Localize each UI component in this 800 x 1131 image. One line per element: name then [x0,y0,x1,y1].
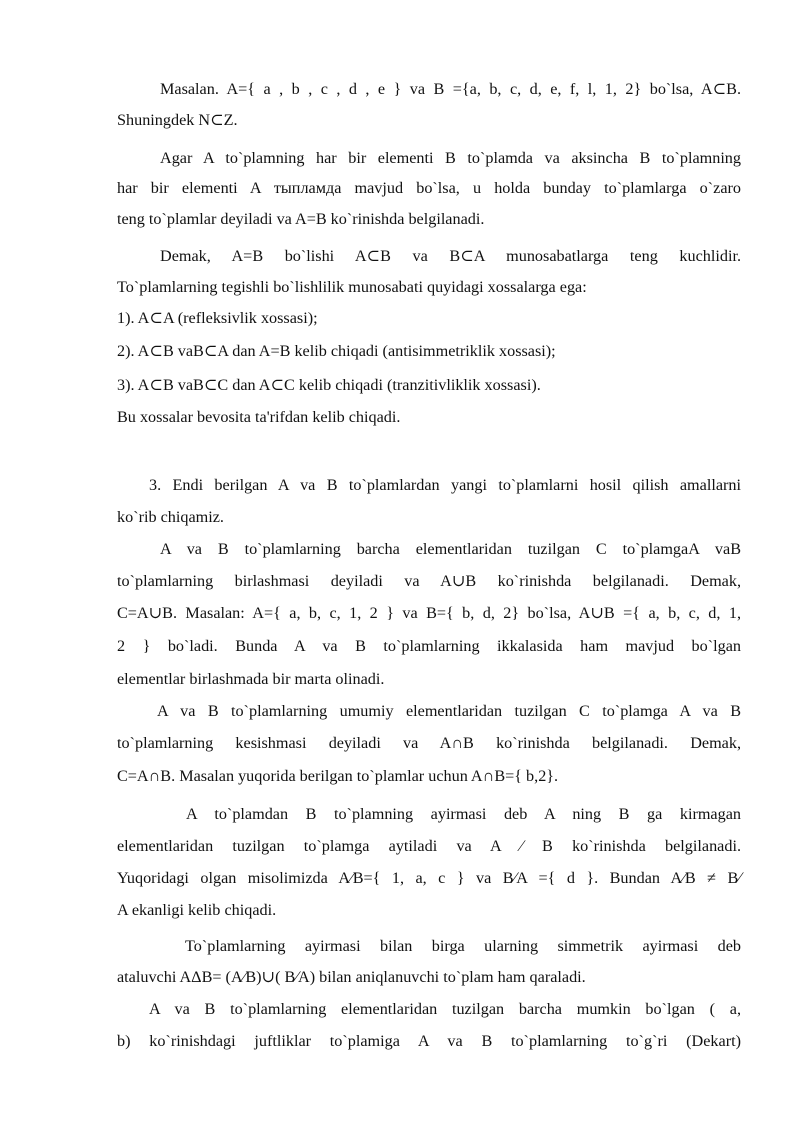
text-line: Demak, A=B bo`lishi A⊂B va B⊂A munosabatlarga teng kuchlidir. [160,247,741,265]
text-line: To`plamlarning tegishli bo`lishlilik munosabati quyidagi xossalarga ega: [117,278,587,296]
text-line: Yuqoridagi olgan misolimizda A∕B={ 1, a, c } va B∕A ={ d }. Bundan A∕B ≠ B∕ [117,869,741,887]
text-line: to`plamlarning kesishmasi deyiladi va A∩B ko`rinishda belgilanadi. Demak, [117,734,741,752]
text-line: A to`plamdan B to`plamning ayirmasi deb A ning B ga kirmagan [186,805,741,823]
text-line: teng to`plamlar deyiladi va A=B ko`rinishda belgilanadi. [117,210,485,228]
text-line: har bir elementi A тыпламда mavjud bo`lsa, u holda bunday to`plamlarga o`zaro [117,179,741,197]
text-line: ataluvchi AΔB= (A∕B)∪( B∕A) bilan aniqlanuvchi to`plam ham qaraladi. [117,968,586,986]
text-line: to`plamlarning birlashmasi deyiladi va A∪B ko`rinishda belgilanadi. Demak, [117,572,741,590]
text-line: C=A∪B. Masalan: A={ a, b, c, 1, 2 } va B={ b, d, 2} bo`lsa, A∪B ={ a, b, c, d, 1, [117,604,741,622]
text-line: To`plamlarning ayirmasi bilan birga ularning simmetrik ayirmasi deb [185,937,741,955]
text-line: 3. Endi berilgan A va B to`plamlardan yangi to`plamlarni hosil qilish amallarni [149,476,741,494]
text-line: Agar A to`plamning har bir elementi B to`plamda va aksincha B to`plamning [160,149,741,167]
text-line: Shuningdek N⊂Z. [117,111,238,129]
text-line: Masalan. A={ a , b , c , d , e } va B ={a, b, c, d, e, f, l, 1, 2} bo`lsa, A⊂B. [160,80,741,98]
text-line: A va B to`plamlarning umumiy elementlaridan tuzilgan C to`plamga A va B [157,702,741,720]
text-line: 1). A⊂A (refleksivlik xossasi); [117,309,318,327]
text-line: A ekanligi kelib chiqadi. [117,901,277,919]
text-line: 2). A⊂B vaB⊂A dan A=B kelib chiqadi (antisimmetriklik xossasi); [117,342,556,360]
text-line: 2 } bo`ladi. Bunda A va B to`plamlarning ikkalasida ham mavjud bo`lgan [117,637,741,655]
text-line: b) ko`rinishdagi juftliklar to`plamiga A va B to`plamlarning to`g`ri (Dekart) [117,1032,741,1050]
text-line: ko`rib chiqamiz. [117,508,224,526]
text-line: 3). A⊂B vaB⊂C dan A⊂C kelib chiqadi (tranzitivliklik xossasi). [117,376,541,394]
text-line: C=A∩B. Masalan yuqorida berilgan to`plamlar uchun A∩B={ b,2}. [117,767,559,785]
text-line: elementlaridan tuzilgan to`plamga aytiladi va A ∕ B ko`rinishda belgilanadi. [117,837,741,855]
text-line: Bu xossalar bevosita ta'rifdan kelib chiqadi. [117,408,401,426]
text-line: elementlar birlashmada bir marta olinadi. [117,670,385,688]
text-line: A va B to`plamlarning barcha elementlaridan tuzilgan C to`plamgaA vaB [160,540,741,558]
text-line: A va B to`plamlarning elementlaridan tuzilgan barcha mumkin bo`lgan ( a, [149,1000,741,1018]
